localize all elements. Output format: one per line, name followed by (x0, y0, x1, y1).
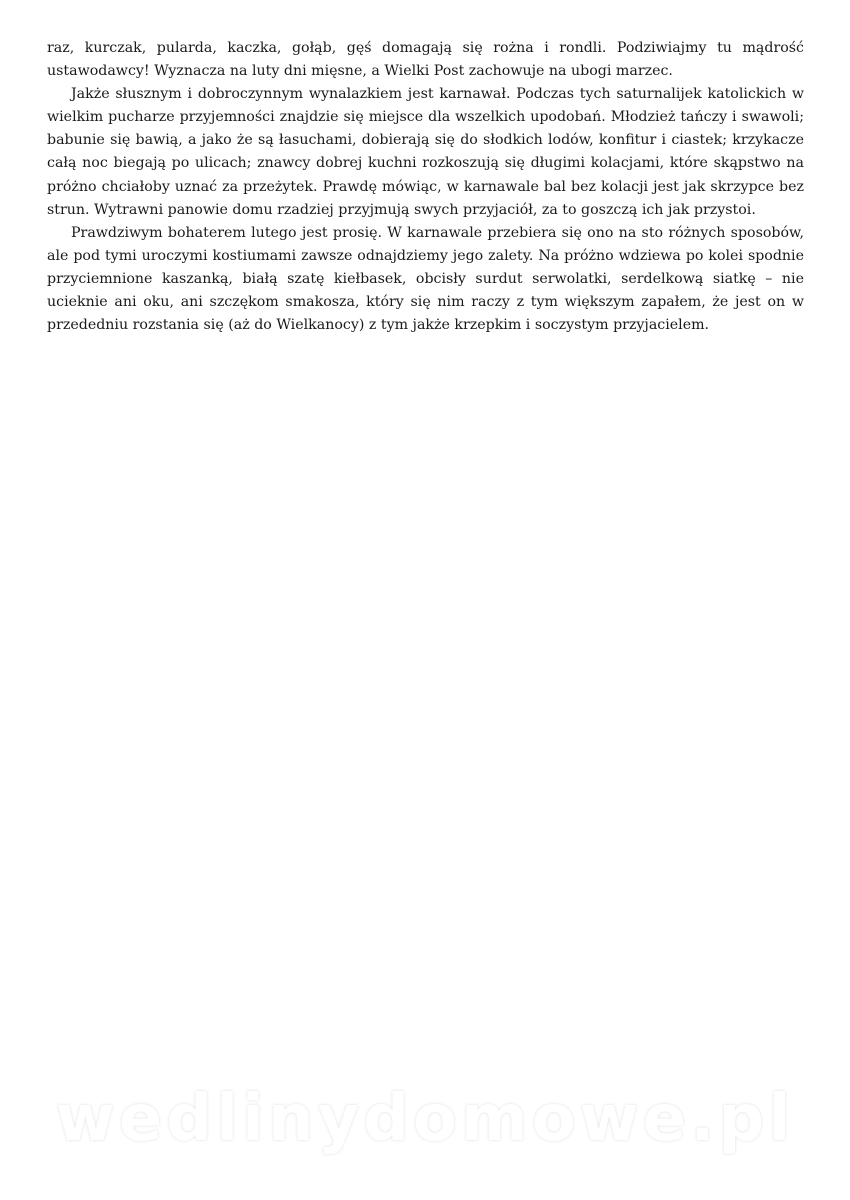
body-text (47, 37, 804, 337)
paragraph-continuation: raz, kurczak, pularda, kaczka, gołąb, gęś domagają się rożna i rondli. Podziwiajmy tu mądrość ustawodawcy! Wyznacza na luty dni mięsne, a Wielki Post zachowuje na ubogi marzec. (47, 40, 804, 80)
paragraph-karnawal: Jakże słusznym i dobroczynnym wynalazkiem jest karnawał. Podczas tych saturnalijek katolickich w wielkim pucharze przyjemności znajdzie się miejsce dla wszelkich upodobań. Młodzież tańczy i swawoli; babunie się bawią, a jako że są łasuchami, dobierają się do słodkich lodów, konfitur i ciastek; krzykacze całą noc biegają po ulicach; znawcy dobrej kuchni rozkoszują się długimi kolacjami, które skąpstwo na próżno chciałoby uznać za przeżytek. Prawdę mówiąc, w karnawale bal bez kolacji jest jak skrzypce bez strun. Wytrawni panowie domu rzadziej przyjmują swych przyjaciół, za to goszczą ich jak przystoi. (47, 86, 804, 218)
watermark: wedlinydomowe.pl (55, 1082, 795, 1156)
paragraph-prosie: Prawdziwym bohaterem lutego jest prosię. W karnawale przebiera się ono na sto różnych sposobów, ale pod tymi uroczymi kostiumami zawsze odnajdziemy jego zalety. Na próżno wdziewa po kolei spodnie przyciemnione kaszanką, białą szatę kiełbasek, obcisły surdut serwolatki, serdelkową siatkę – nie ucieknie ani oku, ani szczękom smakosza, który się nim raczy z tym większym zapałem, że jest on w przededniu rozstania się (aż do Wielkanocy) z tym jakże krzepkim i soczystym przyjacielem. (47, 224, 804, 334)
